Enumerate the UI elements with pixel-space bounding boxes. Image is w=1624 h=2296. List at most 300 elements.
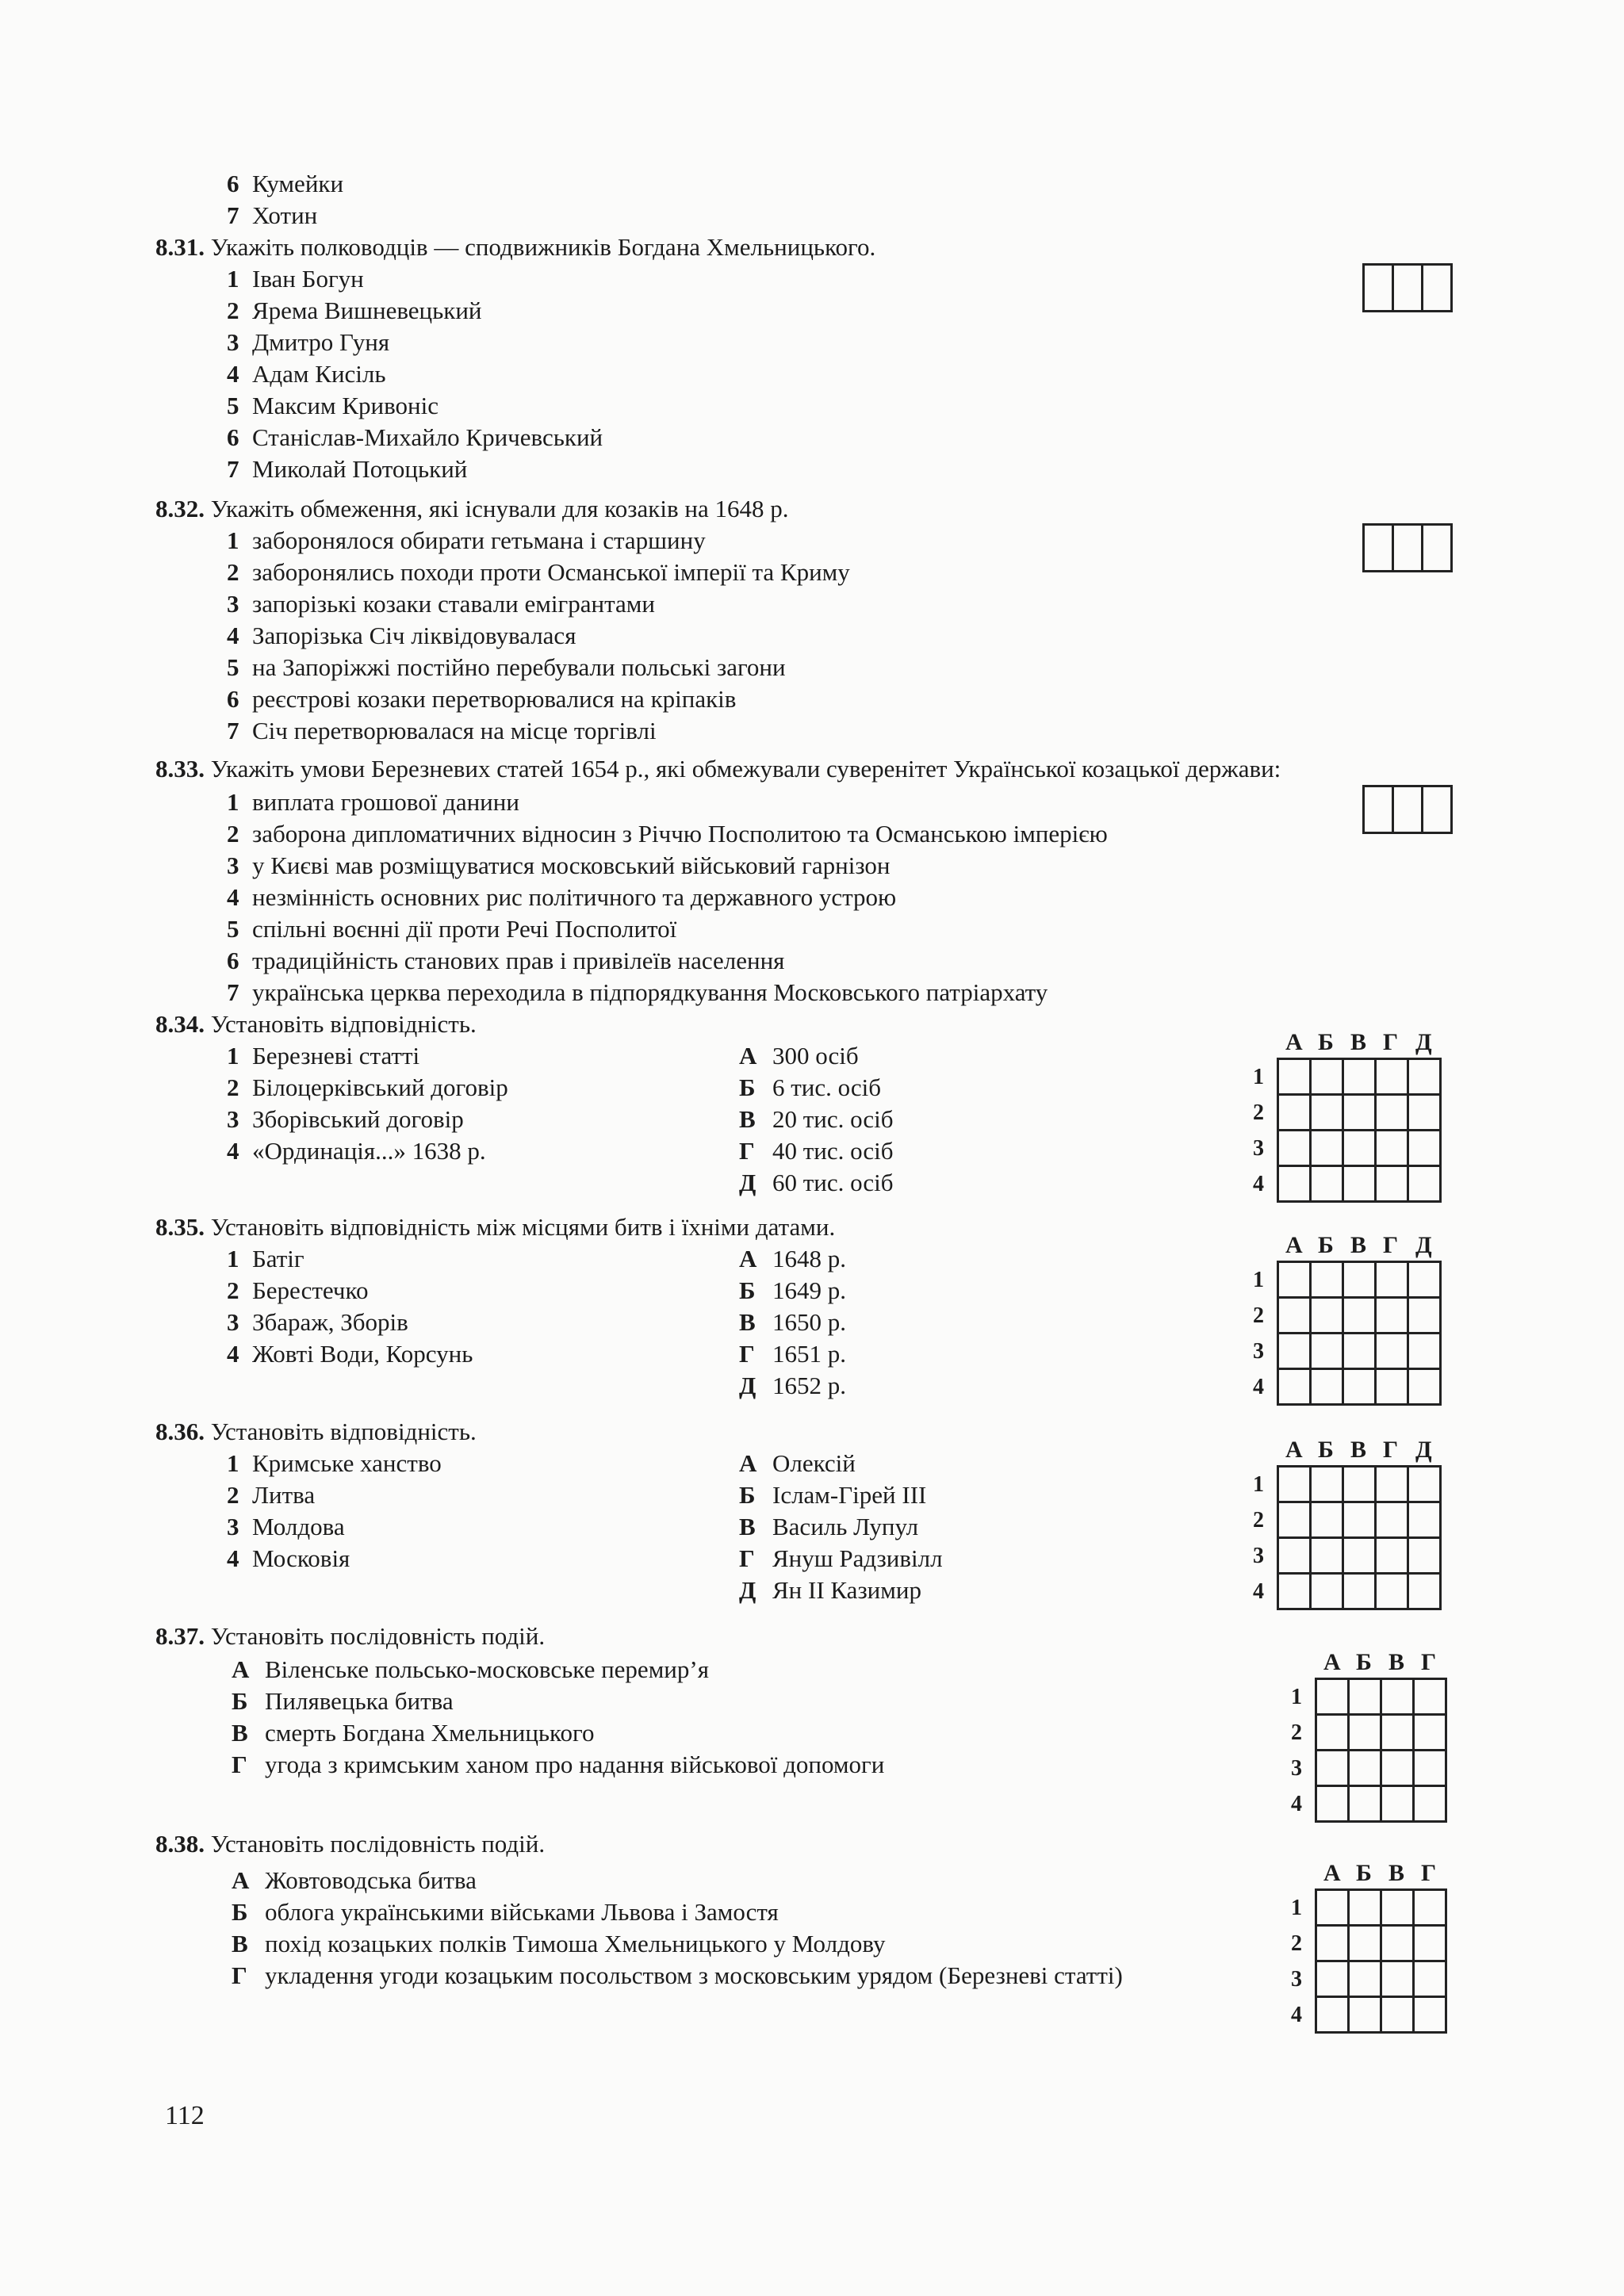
answer-cell[interactable] bbox=[1374, 1093, 1409, 1131]
answer-cell[interactable] bbox=[1407, 1165, 1442, 1203]
answer-cell[interactable] bbox=[1380, 1960, 1415, 1998]
option-label: 7 bbox=[227, 717, 239, 744]
grid-column-label: А bbox=[1323, 1649, 1341, 1675]
list-item bbox=[227, 882, 896, 913]
grid-column-label: В bbox=[1350, 1232, 1367, 1258]
grid-column-label: А bbox=[1285, 1232, 1303, 1258]
list-item bbox=[739, 1307, 846, 1338]
question-8-31: 8.31. Укажіть полководців — сподвижників Богдана Хмельницького. bbox=[155, 233, 876, 261]
option-text: укладення угоди козацьким посольством з московським урядом (Березневі статті) bbox=[265, 1961, 1123, 1989]
grid-row-label: 3 bbox=[1291, 1967, 1302, 1992]
option-text: угода з кримським ханом про надання військової допомоги bbox=[265, 1751, 885, 1778]
list-item bbox=[739, 1543, 943, 1575]
option-label: 6 bbox=[227, 947, 239, 974]
option-label: 4 bbox=[227, 1544, 239, 1572]
list-item bbox=[739, 1479, 926, 1511]
grid-column-label: Д bbox=[1415, 1232, 1432, 1258]
answer-cell[interactable] bbox=[1342, 1296, 1377, 1334]
list-item bbox=[227, 652, 786, 683]
list-item bbox=[227, 453, 467, 485]
option-label: 7 bbox=[227, 978, 239, 1006]
answer-cell[interactable] bbox=[1342, 1261, 1377, 1299]
grid-column-label: Г bbox=[1383, 1029, 1399, 1055]
option-text: Пилявецька битва bbox=[265, 1687, 454, 1715]
option-text: Березневі статті bbox=[252, 1042, 420, 1070]
answer-cell[interactable] bbox=[1277, 1129, 1312, 1167]
answer-cell[interactable] bbox=[1412, 1678, 1447, 1716]
answer-cell[interactable] bbox=[1374, 1129, 1409, 1167]
list-item bbox=[739, 1275, 846, 1307]
list-item bbox=[227, 913, 676, 945]
grid-row-label: 2 bbox=[1253, 1303, 1264, 1328]
answer-cell[interactable] bbox=[1362, 263, 1394, 312]
grid-row-label: 3 bbox=[1291, 1756, 1302, 1781]
answer-cell[interactable] bbox=[1407, 1572, 1442, 1610]
list-item bbox=[227, 557, 850, 588]
list-item bbox=[227, 327, 389, 358]
option-label: 3 bbox=[227, 1105, 239, 1133]
option-label: 2 bbox=[227, 1276, 239, 1304]
answer-cell[interactable] bbox=[1347, 1924, 1382, 1962]
option-text: Батіг bbox=[252, 1245, 304, 1272]
option-label: 3 bbox=[227, 590, 239, 618]
answer-cell[interactable] bbox=[1342, 1058, 1377, 1096]
list-item bbox=[739, 1338, 846, 1370]
list-item bbox=[227, 1307, 408, 1338]
answer-cell[interactable] bbox=[1407, 1501, 1442, 1539]
option-label: В bbox=[232, 1930, 248, 1957]
answer-cell[interactable] bbox=[1342, 1129, 1377, 1167]
option-text: традиційність станових прав і привілеїв населення bbox=[252, 947, 785, 974]
option-label: 2 bbox=[227, 297, 239, 324]
answer-cell[interactable] bbox=[1309, 1572, 1344, 1610]
option-label: 1 bbox=[227, 788, 239, 816]
option-label: 2 bbox=[227, 1481, 239, 1509]
answer-cell[interactable] bbox=[1412, 1713, 1447, 1751]
option-text: 300 осіб bbox=[772, 1042, 859, 1070]
grid-row-label: 3 bbox=[1253, 1544, 1264, 1568]
option-text: 6 тис. осіб bbox=[772, 1073, 882, 1101]
answer-cell[interactable] bbox=[1342, 1368, 1377, 1406]
option-text: у Києві мав розміщуватися московський військовий гарнізон bbox=[252, 851, 891, 879]
answer-cell[interactable] bbox=[1309, 1165, 1344, 1203]
option-text: Миколай Потоцький bbox=[252, 455, 468, 483]
answer-cell[interactable] bbox=[1380, 1785, 1415, 1823]
option-label: В bbox=[232, 1719, 248, 1747]
list-item bbox=[232, 1960, 1123, 1992]
list-item bbox=[739, 1370, 846, 1402]
answer-cell[interactable] bbox=[1347, 1678, 1382, 1716]
answer-cell[interactable] bbox=[1309, 1058, 1344, 1096]
option-label: 3 bbox=[227, 328, 239, 356]
option-text: 1650 р. bbox=[772, 1308, 846, 1336]
list-item bbox=[227, 683, 736, 715]
list-item bbox=[232, 1928, 885, 1960]
grid-column-label: Б bbox=[1356, 1860, 1372, 1886]
answer-cell[interactable] bbox=[1380, 1996, 1415, 2034]
option-label: 1 bbox=[227, 526, 239, 554]
list-item bbox=[227, 818, 1108, 850]
answer-cell[interactable] bbox=[1315, 1678, 1350, 1716]
option-label: 6 bbox=[227, 685, 239, 713]
answer-cell[interactable] bbox=[1407, 1261, 1442, 1299]
answer-cell[interactable] bbox=[1374, 1536, 1409, 1575]
option-label: Г bbox=[739, 1544, 755, 1572]
list-item bbox=[227, 977, 1048, 1008]
list-item bbox=[227, 620, 576, 652]
grid-row-label: 4 bbox=[1253, 1579, 1264, 1604]
option-label: 4 bbox=[227, 1137, 239, 1165]
list-item bbox=[227, 1448, 442, 1479]
answer-boxes-8-32[interactable] bbox=[1362, 523, 1453, 572]
grid-column-label: В bbox=[1350, 1029, 1367, 1055]
answer-cell[interactable] bbox=[1347, 1749, 1382, 1787]
option-text: українська церква переходила в підпорядкування Московського патріархату bbox=[252, 978, 1048, 1006]
option-text: Білоцерківський договір bbox=[252, 1073, 508, 1101]
list-item bbox=[739, 1135, 894, 1167]
option-label: Б bbox=[739, 1276, 756, 1304]
answer-cell[interactable] bbox=[1342, 1165, 1377, 1203]
answer-cell[interactable] bbox=[1374, 1165, 1409, 1203]
answer-cell[interactable] bbox=[1342, 1332, 1377, 1370]
answer-cell[interactable] bbox=[1277, 1332, 1312, 1370]
answer-boxes-8-31[interactable] bbox=[1362, 263, 1453, 312]
list-item: 6 Кумейки bbox=[227, 170, 344, 197]
option-text: Запорізька Січ ліквідовувалася bbox=[252, 622, 576, 649]
answer-grid[interactable] bbox=[1291, 1860, 1453, 2034]
answer-cell[interactable] bbox=[1421, 263, 1453, 312]
answer-cell[interactable] bbox=[1309, 1129, 1344, 1167]
answer-cell[interactable] bbox=[1412, 1996, 1447, 2034]
list-item bbox=[739, 1243, 846, 1275]
answer-cell[interactable] bbox=[1309, 1368, 1344, 1406]
option-text: «Ординація...» 1638 р. bbox=[252, 1137, 486, 1165]
answer-cell[interactable] bbox=[1380, 1888, 1415, 1927]
option-text: Іслам-Гірей ІІІ bbox=[772, 1481, 927, 1509]
answer-cell[interactable] bbox=[1342, 1572, 1377, 1610]
answer-cell[interactable] bbox=[1315, 1785, 1350, 1823]
grid-column-label: Г bbox=[1421, 1649, 1437, 1675]
option-label: 5 bbox=[227, 653, 239, 681]
list-item bbox=[739, 1072, 881, 1104]
option-label: Б bbox=[232, 1687, 248, 1715]
option-label: 2 bbox=[227, 558, 239, 586]
list-item bbox=[232, 1717, 594, 1749]
option-label: 1 bbox=[227, 1042, 239, 1070]
list-item bbox=[739, 1167, 894, 1199]
option-text: 20 тис. осіб bbox=[772, 1105, 894, 1133]
answer-cell[interactable] bbox=[1412, 1888, 1447, 1927]
answer-cell[interactable] bbox=[1277, 1261, 1312, 1299]
option-label: 5 bbox=[227, 915, 239, 943]
answer-cell[interactable] bbox=[1277, 1572, 1312, 1610]
list-item bbox=[227, 1072, 508, 1104]
answer-cell[interactable] bbox=[1374, 1465, 1409, 1503]
option-label: В bbox=[739, 1513, 756, 1540]
answer-cell[interactable] bbox=[1277, 1536, 1312, 1575]
option-text: реєстрові козаки перетворювалися на кріпаків bbox=[252, 685, 737, 713]
list-item: 7 Хотин bbox=[227, 201, 318, 229]
option-label: А bbox=[739, 1449, 757, 1477]
grid-column-label: А bbox=[1285, 1437, 1303, 1463]
answer-cell[interactable] bbox=[1347, 1785, 1382, 1823]
list-item bbox=[739, 1040, 859, 1072]
option-text: Литва bbox=[252, 1481, 316, 1509]
option-label: 1 bbox=[227, 265, 239, 293]
answer-cell[interactable] bbox=[1374, 1368, 1409, 1406]
answer-cell[interactable] bbox=[1277, 1058, 1312, 1096]
grid-row-label: 1 bbox=[1253, 1065, 1264, 1089]
option-text: 1649 р. bbox=[772, 1276, 846, 1304]
option-label: А bbox=[232, 1866, 250, 1894]
option-text: 1651 р. bbox=[772, 1340, 846, 1368]
question-8-33: 8.33. Укажіть умови Березневих статей 1654 р., які обмежували суверенітет Української козацької держави: bbox=[155, 755, 1281, 783]
option-label: 3 bbox=[227, 1513, 239, 1540]
answer-cell[interactable] bbox=[1315, 1749, 1350, 1787]
list-item bbox=[227, 945, 784, 977]
grid-row-label: 4 bbox=[1291, 1792, 1302, 1816]
list-item bbox=[232, 1749, 884, 1781]
option-label: 1 bbox=[227, 1449, 239, 1477]
list-item bbox=[227, 1511, 345, 1543]
answer-cell[interactable] bbox=[1315, 1960, 1350, 1998]
grid-row-label: 1 bbox=[1291, 1896, 1302, 1920]
grid-row-label: 2 bbox=[1291, 1931, 1302, 1956]
list-item bbox=[227, 1040, 419, 1072]
answer-cell[interactable] bbox=[1407, 1332, 1442, 1370]
option-text: Берестечко bbox=[252, 1276, 369, 1304]
option-label: А bbox=[739, 1245, 757, 1272]
grid-column-label: В bbox=[1388, 1649, 1405, 1675]
answer-grid[interactable] bbox=[1253, 1232, 1447, 1406]
option-text: спільні воєнні дії проти Речі Посполитої bbox=[252, 915, 677, 943]
answer-cell[interactable] bbox=[1315, 1713, 1350, 1751]
question-8-36: 8.36. Установіть відповідність. bbox=[155, 1418, 477, 1445]
option-text: Січ перетворювалася на місце торгівлі bbox=[252, 717, 657, 744]
grid-row-label: 1 bbox=[1253, 1268, 1264, 1292]
answer-grid[interactable] bbox=[1253, 1437, 1447, 1611]
answer-cell[interactable] bbox=[1412, 1785, 1447, 1823]
answer-cell[interactable] bbox=[1277, 1501, 1312, 1539]
option-text: Дмитро Гуня bbox=[252, 328, 390, 356]
option-text: заборонялося обирати гетьмана і старшину bbox=[252, 526, 706, 554]
answer-cell[interactable] bbox=[1309, 1536, 1344, 1575]
option-label: 1 bbox=[227, 1245, 239, 1272]
grid-column-label: Б bbox=[1318, 1029, 1334, 1055]
answer-cell[interactable] bbox=[1342, 1501, 1377, 1539]
list-item bbox=[227, 1104, 464, 1135]
option-text: похід козацьких полків Тимоша Хмельницького у Молдову bbox=[265, 1930, 886, 1957]
answer-grid[interactable] bbox=[1253, 1029, 1447, 1203]
answer-cell[interactable] bbox=[1342, 1093, 1377, 1131]
answer-cell[interactable] bbox=[1309, 1465, 1344, 1503]
option-label: Д bbox=[739, 1372, 756, 1399]
answer-cell[interactable] bbox=[1374, 1261, 1409, 1299]
option-label: Б bbox=[739, 1073, 756, 1101]
answer-cell[interactable] bbox=[1412, 1960, 1447, 1998]
grid-row-label: 3 bbox=[1253, 1339, 1264, 1364]
list-item bbox=[739, 1511, 918, 1543]
list-item bbox=[227, 588, 655, 620]
option-label: В bbox=[739, 1105, 756, 1133]
option-label: 4 bbox=[227, 360, 239, 388]
grid-row-label: 2 bbox=[1253, 1508, 1264, 1533]
answer-cell[interactable] bbox=[1392, 523, 1423, 572]
answer-grid[interactable] bbox=[1291, 1649, 1453, 1823]
answer-boxes-8-33[interactable] bbox=[1362, 785, 1453, 834]
answer-cell[interactable] bbox=[1412, 1924, 1447, 1962]
answer-cell[interactable] bbox=[1407, 1058, 1442, 1096]
grid-row-label: 4 bbox=[1253, 1375, 1264, 1399]
option-text: запорізькі козаки ставали емігрантами bbox=[252, 590, 655, 618]
answer-cell[interactable] bbox=[1277, 1368, 1312, 1406]
option-text: на Запоріжжі постійно перебували польські загони bbox=[252, 653, 786, 681]
answer-cell[interactable] bbox=[1421, 523, 1453, 572]
question-8-38: 8.38. Установіть послідовність подій. bbox=[155, 1830, 546, 1858]
answer-cell[interactable] bbox=[1392, 785, 1423, 834]
grid-column-label: Б bbox=[1356, 1649, 1372, 1675]
answer-cell[interactable] bbox=[1315, 1888, 1350, 1927]
option-text: Іван Богун bbox=[252, 265, 364, 293]
list-item bbox=[227, 1275, 368, 1307]
option-text: 1652 р. bbox=[772, 1372, 846, 1399]
option-text: незмінність основних рис політичного та державного устрою bbox=[252, 883, 897, 911]
option-label: Г bbox=[232, 1961, 247, 1989]
list-item bbox=[227, 358, 386, 390]
list-item bbox=[227, 850, 890, 882]
answer-cell[interactable] bbox=[1407, 1129, 1442, 1167]
option-label: 4 bbox=[227, 883, 239, 911]
option-text: 1648 р. bbox=[772, 1245, 846, 1272]
list-item bbox=[227, 1338, 473, 1370]
list-item bbox=[739, 1104, 894, 1135]
grid-column-label: Д bbox=[1415, 1029, 1432, 1055]
answer-cell[interactable] bbox=[1362, 785, 1394, 834]
answer-cell[interactable] bbox=[1407, 1465, 1442, 1503]
grid-row-label: 1 bbox=[1253, 1472, 1264, 1497]
answer-cell[interactable] bbox=[1309, 1093, 1344, 1131]
option-label: 3 bbox=[227, 1308, 239, 1336]
option-label: 5 bbox=[227, 392, 239, 419]
option-text: смерть Богдана Хмельницького bbox=[265, 1719, 595, 1747]
list-item bbox=[227, 786, 519, 818]
option-label: А bbox=[739, 1042, 757, 1070]
answer-cell[interactable] bbox=[1407, 1093, 1442, 1131]
answer-cell[interactable] bbox=[1277, 1093, 1312, 1131]
question-8-35: 8.35. Установіть відповідність між місцями битв і їхніми датами. bbox=[155, 1213, 836, 1241]
answer-cell[interactable] bbox=[1407, 1536, 1442, 1575]
answer-cell[interactable] bbox=[1374, 1058, 1409, 1096]
answer-cell[interactable] bbox=[1362, 523, 1394, 572]
grid-row-label: 4 bbox=[1291, 2003, 1302, 2027]
answer-cell[interactable] bbox=[1309, 1296, 1344, 1334]
grid-column-label: Д bbox=[1415, 1437, 1432, 1463]
answer-cell[interactable] bbox=[1347, 1888, 1382, 1927]
answer-cell[interactable] bbox=[1407, 1368, 1442, 1406]
option-label: 7 bbox=[227, 455, 239, 483]
grid-row-label: 2 bbox=[1291, 1720, 1302, 1745]
option-text: Жовті Води, Корсунь bbox=[252, 1340, 473, 1368]
answer-cell[interactable] bbox=[1309, 1501, 1344, 1539]
answer-cell[interactable] bbox=[1309, 1261, 1344, 1299]
answer-cell[interactable] bbox=[1374, 1501, 1409, 1539]
answer-cell[interactable] bbox=[1277, 1296, 1312, 1334]
list-item bbox=[227, 1135, 486, 1167]
option-text: Януш Радзивілл bbox=[772, 1544, 943, 1572]
option-label: А bbox=[232, 1655, 250, 1683]
option-text: Олексій bbox=[772, 1449, 856, 1477]
option-text: Кримське ханство bbox=[252, 1449, 442, 1477]
answer-cell[interactable] bbox=[1380, 1749, 1415, 1787]
list-item bbox=[232, 1686, 454, 1717]
answer-cell[interactable] bbox=[1421, 785, 1453, 834]
option-text: Адам Кисіль bbox=[252, 360, 386, 388]
option-text: Збараж, Зборів bbox=[252, 1308, 408, 1336]
option-label: 6 bbox=[227, 423, 239, 451]
grid-column-label: В bbox=[1388, 1860, 1405, 1886]
list-item bbox=[227, 1243, 304, 1275]
option-text: заборонялись походи проти Османської імперії та Криму bbox=[252, 558, 850, 586]
option-label: Г bbox=[232, 1751, 247, 1778]
list-item bbox=[227, 263, 364, 295]
option-label: Д bbox=[739, 1169, 756, 1196]
grid-column-label: Г bbox=[1383, 1437, 1399, 1463]
option-text: 60 тис. осіб bbox=[772, 1169, 894, 1196]
answer-cell[interactable] bbox=[1407, 1296, 1442, 1334]
option-label: Г bbox=[739, 1137, 755, 1165]
grid-column-label: В bbox=[1350, 1437, 1367, 1463]
list-item bbox=[227, 1543, 350, 1575]
list-item bbox=[227, 390, 439, 422]
option-text: заборона дипломатичних відносин з Річчю Посполитою та Османською імперією bbox=[252, 820, 1108, 848]
list-item bbox=[232, 1654, 709, 1686]
option-label: Г bbox=[739, 1340, 755, 1368]
answer-cell[interactable] bbox=[1374, 1296, 1409, 1334]
option-label: 4 bbox=[227, 1340, 239, 1368]
answer-cell[interactable] bbox=[1342, 1465, 1377, 1503]
option-text: Станіслав-Михайло Кричевський bbox=[252, 423, 603, 451]
answer-cell[interactable] bbox=[1380, 1924, 1415, 1962]
list-item bbox=[227, 715, 657, 747]
option-label: 4 bbox=[227, 622, 239, 649]
answer-cell[interactable] bbox=[1374, 1572, 1409, 1610]
answer-cell[interactable] bbox=[1277, 1165, 1312, 1203]
answer-cell[interactable] bbox=[1392, 263, 1423, 312]
answer-cell[interactable] bbox=[1315, 1924, 1350, 1962]
answer-cell[interactable] bbox=[1412, 1749, 1447, 1787]
list-item bbox=[739, 1575, 921, 1606]
answer-cell[interactable] bbox=[1380, 1678, 1415, 1716]
answer-cell[interactable] bbox=[1342, 1536, 1377, 1575]
question-8-34: 8.34. Установіть відповідність. bbox=[155, 1010, 477, 1038]
option-text: Зборівський договір bbox=[252, 1105, 464, 1133]
answer-cell[interactable] bbox=[1277, 1465, 1312, 1503]
answer-cell[interactable] bbox=[1380, 1713, 1415, 1751]
answer-cell[interactable] bbox=[1347, 1960, 1382, 1998]
list-item bbox=[232, 1896, 779, 1928]
option-label: Б bbox=[232, 1898, 248, 1926]
answer-cell[interactable] bbox=[1347, 1713, 1382, 1751]
grid-row-label: 3 bbox=[1253, 1136, 1264, 1161]
answer-cell[interactable] bbox=[1315, 1996, 1350, 2034]
option-text: облога українськими військами Львова і Замостя bbox=[265, 1898, 779, 1926]
answer-cell[interactable] bbox=[1347, 1996, 1382, 2034]
list-item bbox=[227, 1479, 315, 1511]
answer-cell[interactable] bbox=[1309, 1332, 1344, 1370]
option-text: Віленське польсько-московське перемир’я bbox=[265, 1655, 709, 1683]
option-text: Максим Кривоніс bbox=[252, 392, 439, 419]
answer-cell[interactable] bbox=[1374, 1332, 1409, 1370]
